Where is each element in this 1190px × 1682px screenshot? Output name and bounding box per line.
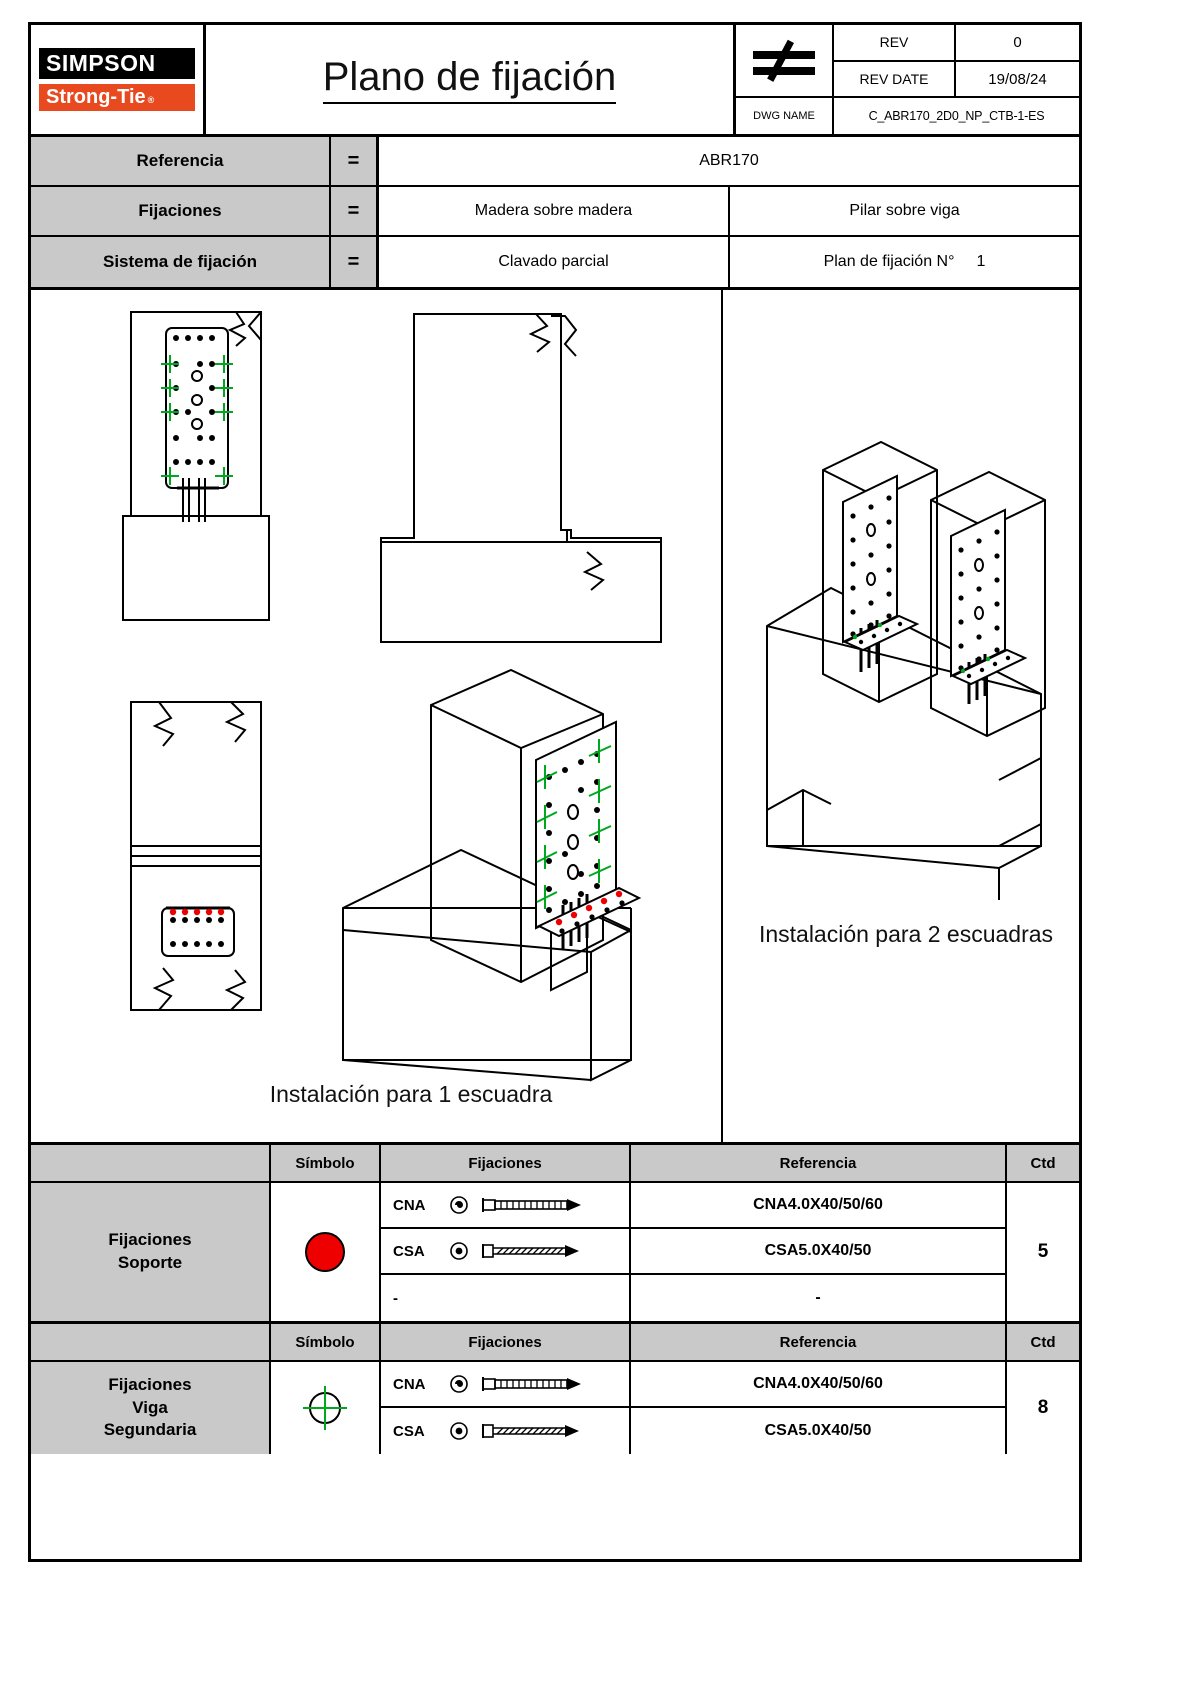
count-value-soporte: 5 <box>1037 1241 1049 1262</box>
group-label-viga-line3: Segundaria <box>103 1420 197 1440</box>
brand-simpson-label: SIMPSON <box>39 48 195 79</box>
info-row-fijaciones <box>31 187 1079 237</box>
header-fixings-2: Fijaciones <box>381 1324 631 1360</box>
view-isometric-one-bracket <box>343 670 639 1080</box>
brand-strongtie-label <box>39 84 195 111</box>
info-label-referencia: Referencia <box>31 137 331 185</box>
symbol-red-circle-cell <box>271 1183 381 1321</box>
reference-column-2 <box>631 1362 1007 1454</box>
hex-head-icon <box>449 1241 469 1261</box>
header-symbol-1: Símbolo <box>271 1145 381 1181</box>
rev-date-label: REV DATE <box>834 62 956 97</box>
brand-strongtie-text: Strong-Tie <box>46 86 146 108</box>
header-count-1: Ctd <box>1007 1145 1079 1181</box>
count-value-viga: 8 <box>1037 1397 1049 1418</box>
group-label-viga <box>31 1362 271 1454</box>
fixing-row-csa-2 <box>381 1408 629 1454</box>
view-side-elevation-top <box>381 314 661 642</box>
dwg-name-value: C_ABR170_2D0_NP_CTB-1-ES <box>868 109 1045 124</box>
ring-shank-nail-icon <box>479 1373 591 1395</box>
rev-date-value: 19/08/24 <box>988 70 1047 88</box>
plan-value: 1 <box>976 253 986 270</box>
header-count-2: Ctd <box>1007 1324 1079 1360</box>
fixing-name-csa-1: CSA <box>393 1242 425 1260</box>
reference-cna-2: CNA4.0X40/50/60 <box>631 1362 1005 1408</box>
info-eq-0: = <box>331 137 379 185</box>
fixing-row-empty-1 <box>381 1275 629 1321</box>
info-eq-1: = <box>331 187 379 235</box>
group-label-soporte-line2: Soporte <box>117 1253 183 1272</box>
reference-cna-1: CNA4.0X40/50/60 <box>631 1183 1005 1229</box>
view-isometric-two-brackets <box>767 442 1045 900</box>
group-label-viga-line2: Viga <box>132 1397 168 1417</box>
fixings-column-1 <box>381 1183 631 1321</box>
info-value-sistema: Clavado parcial <box>498 253 609 270</box>
info-table <box>31 137 1079 290</box>
ring-shank-nail-icon <box>479 1194 591 1216</box>
title-block <box>31 25 1079 137</box>
header-fixings-1: Fijaciones <box>381 1145 631 1181</box>
view-front-elevation-top <box>123 312 269 620</box>
technical-drawing-illustration <box>31 290 1079 1145</box>
info-value-referencia: ABR170 <box>699 152 759 169</box>
group-label-viga-line1: Fijaciones <box>108 1374 192 1394</box>
not-equal-symbol-cell <box>736 25 834 96</box>
fixing-name-empty-1: - <box>393 1289 398 1307</box>
rev-label: REV <box>834 25 956 60</box>
header-spacer-2 <box>31 1324 271 1360</box>
fastener-table-body-1 <box>31 1183 1079 1321</box>
red-circle-icon <box>301 1228 349 1276</box>
fixing-name-cna-2: CNA <box>393 1375 426 1393</box>
fixing-name-cna-1: CNA <box>393 1196 426 1214</box>
green-crosshair-icon <box>298 1381 352 1435</box>
info-eq-2: = <box>331 237 379 287</box>
brand-registered-mark: ® <box>147 95 155 105</box>
wood-screw-icon <box>479 1420 591 1442</box>
drawing-area <box>31 290 1079 1145</box>
reference-column-1 <box>631 1183 1007 1321</box>
fastener-table-header-2 <box>31 1324 1079 1362</box>
caption-one-bracket: Instalación para 1 escuadra <box>269 1081 553 1107</box>
fastener-table-viga-segundaria <box>31 1324 1079 1454</box>
group-label-soporte-line1: Fijaciones <box>108 1230 192 1250</box>
info-value-fijaciones-1: Madera sobre madera <box>474 202 633 219</box>
fixing-row-cna-2 <box>381 1362 629 1408</box>
view-end-elevation-bottom <box>131 702 261 1010</box>
page-title: Plano de fijación <box>323 55 617 104</box>
fixing-name-csa-2: CSA <box>393 1422 425 1440</box>
fixing-row-csa-1 <box>381 1229 629 1275</box>
reference-csa-1: CSA5.0X40/50 <box>631 1229 1005 1275</box>
fixing-row-cna-1 <box>381 1183 629 1229</box>
info-label-sistema: Sistema de fijación <box>31 237 331 287</box>
document-title-cell <box>206 25 736 134</box>
header-reference-1: Referencia <box>631 1145 1007 1181</box>
caption-two-brackets: Instalación para 2 escuadras <box>758 921 1054 947</box>
hex-head-icon <box>449 1421 469 1441</box>
header-spacer-1 <box>31 1145 271 1181</box>
symbol-green-crosshair-cell <box>271 1362 381 1454</box>
reference-empty-1: - <box>815 1289 821 1306</box>
revision-block <box>736 25 1079 134</box>
group-label-soporte <box>31 1183 271 1321</box>
info-row-referencia <box>31 137 1079 187</box>
info-label-fijaciones: Fijaciones <box>31 187 331 235</box>
info-row-sistema <box>31 237 1079 287</box>
fastener-table-body-2 <box>31 1362 1079 1454</box>
not-equal-icon <box>747 37 821 85</box>
fixings-column-2 <box>381 1362 631 1454</box>
info-value-plan <box>728 237 1079 287</box>
dwg-name-label: DWG NAME <box>736 98 834 134</box>
fastener-table-header-1 <box>31 1145 1079 1183</box>
info-value-fijaciones-2: Pilar sobre viga <box>728 187 1079 235</box>
header-reference-2: Referencia <box>631 1324 1007 1360</box>
fastener-table-soporte <box>31 1145 1079 1324</box>
reference-csa-2: CSA5.0X40/50 <box>764 1422 872 1439</box>
rev-value: 0 <box>1013 33 1022 51</box>
plan-label: Plan de fijación N° <box>823 253 955 270</box>
drawing-sheet-border <box>28 22 1082 1562</box>
swirl-head-icon <box>449 1374 469 1394</box>
wood-screw-icon <box>479 1240 591 1262</box>
brand-logo <box>31 25 206 134</box>
header-symbol-2: Símbolo <box>271 1324 381 1360</box>
swirl-head-icon <box>449 1195 469 1215</box>
